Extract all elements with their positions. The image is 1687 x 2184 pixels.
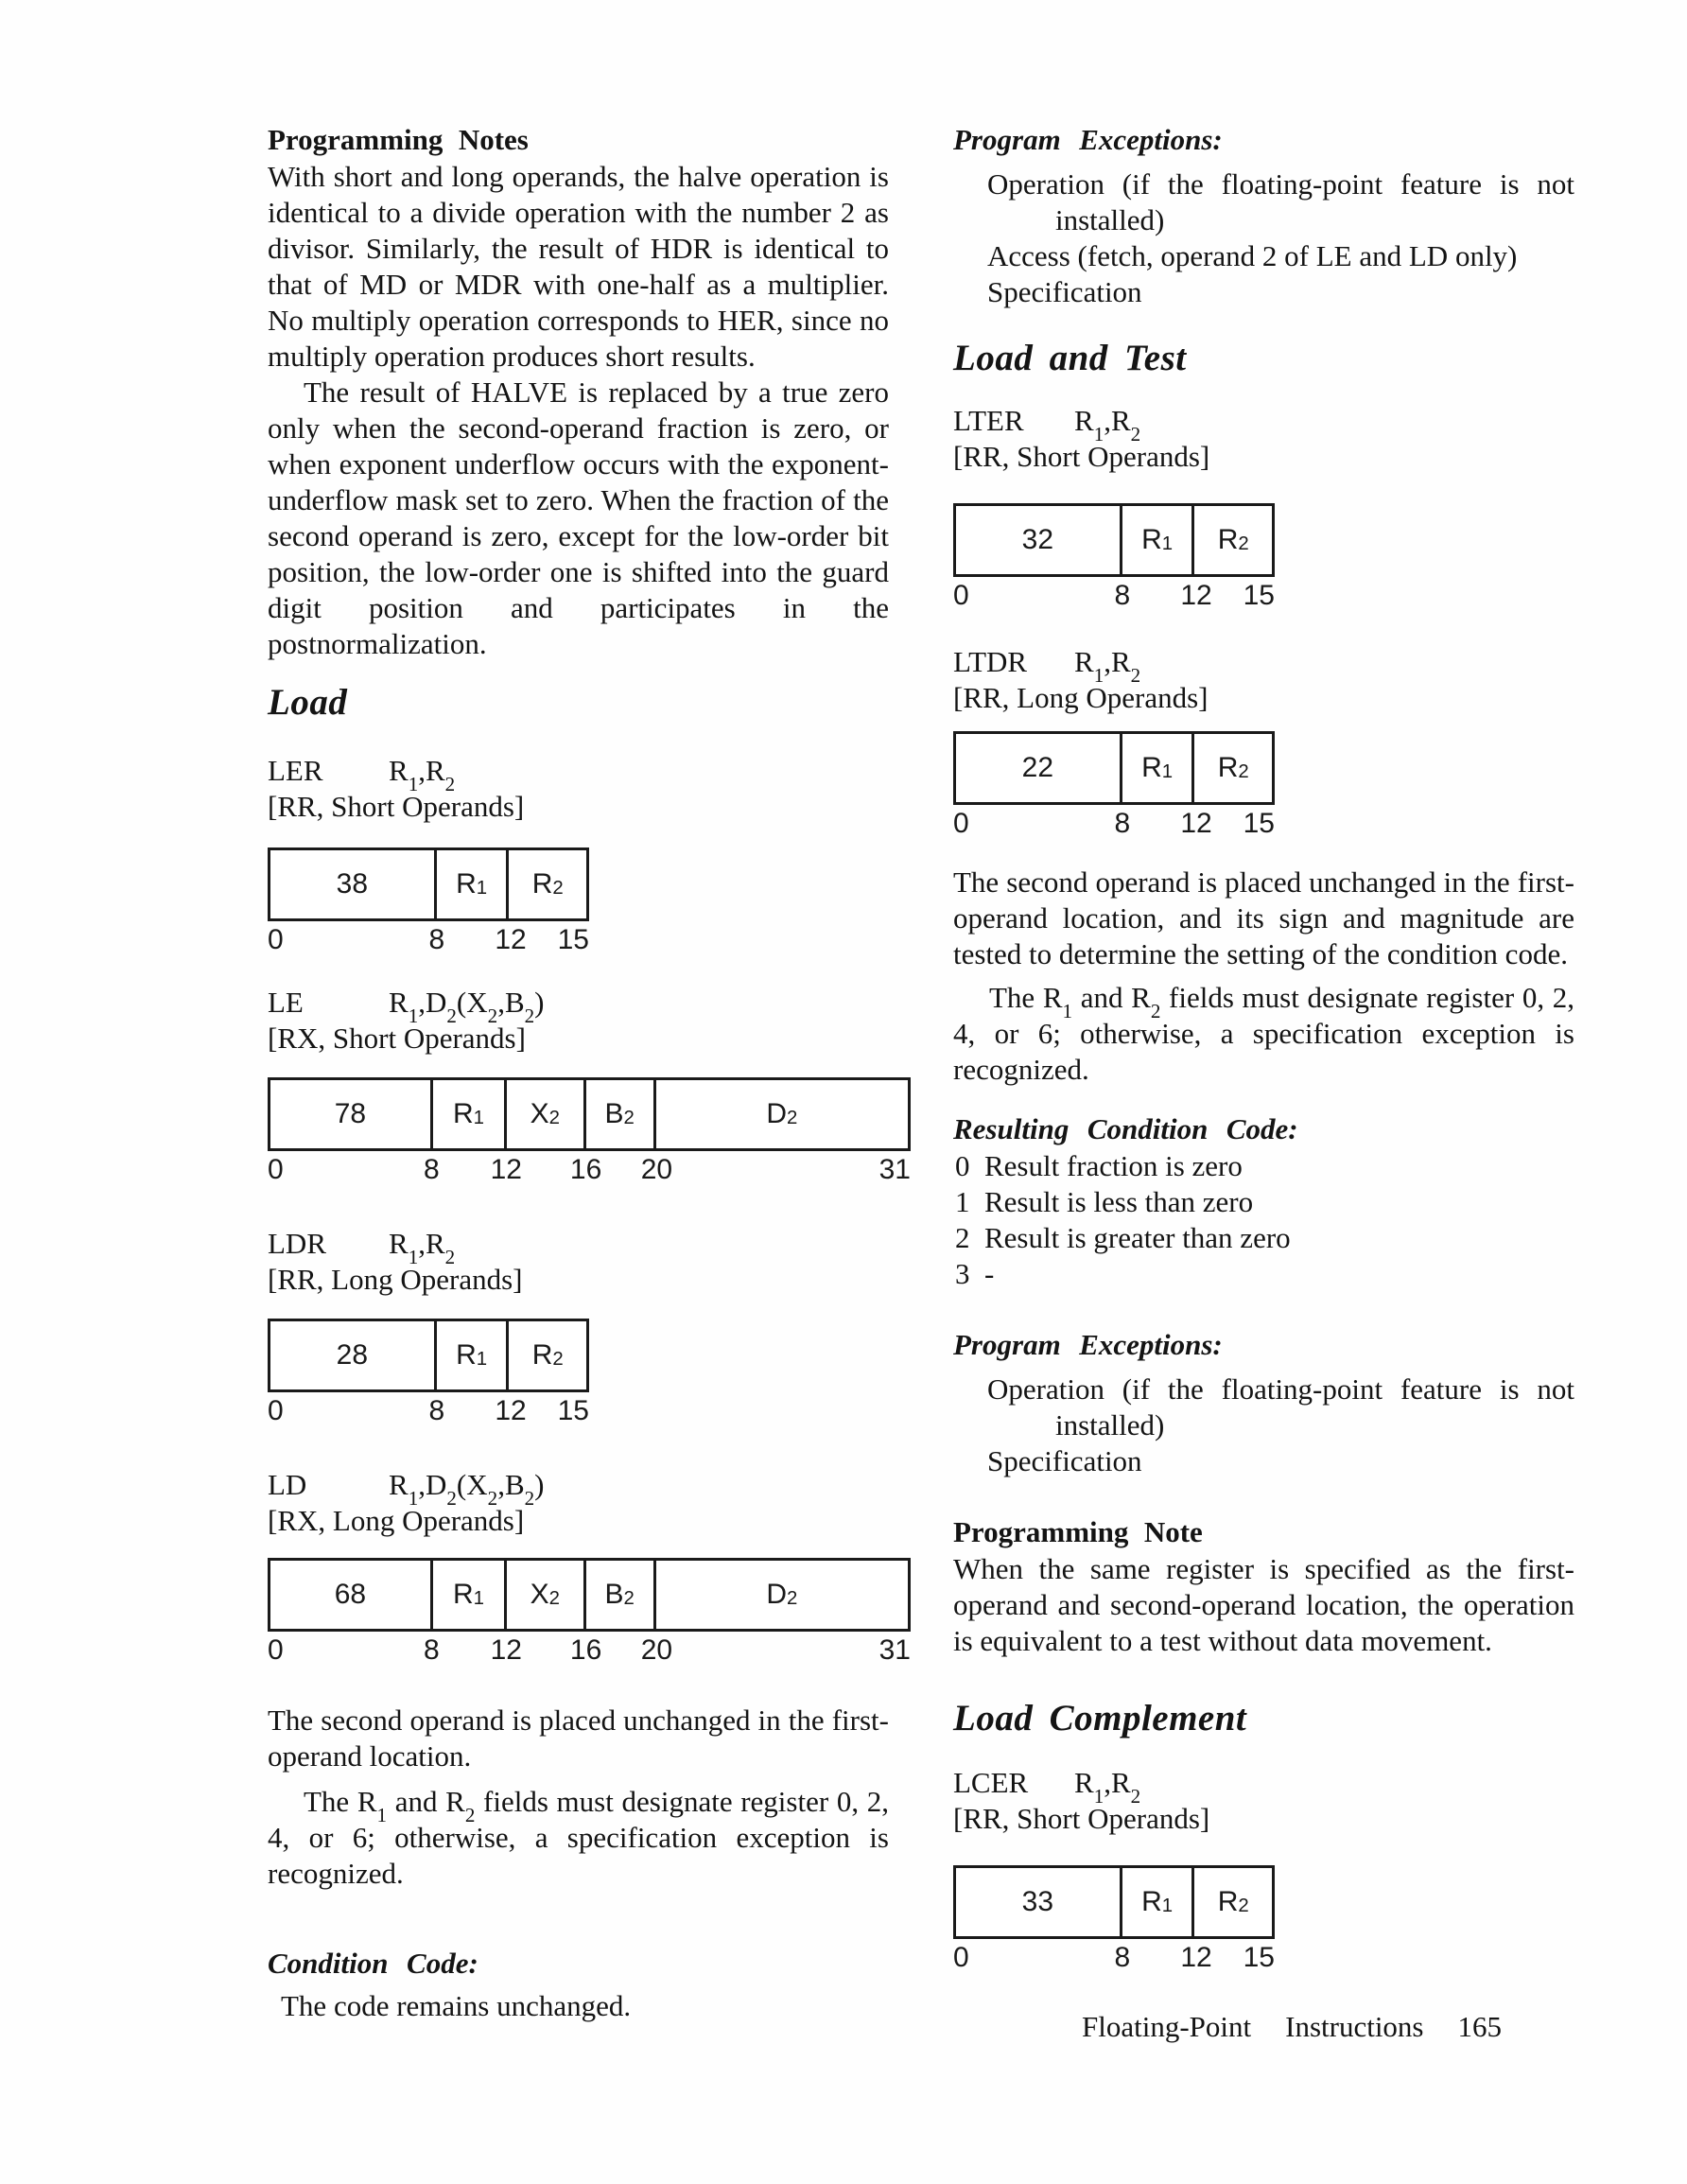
bit-tick-8: 8: [424, 1634, 440, 1666]
format-field-opcode: 28: [270, 1321, 437, 1389]
format-field-x2: X $_2$: [507, 1561, 586, 1629]
bit-tick-8: 8: [1114, 808, 1131, 839]
exception-item: Operation (if the floating-point feature is not installed): [987, 1372, 1574, 1441]
bit-tick-0: 0: [268, 1634, 284, 1666]
bit-position-ticks: [268, 1395, 589, 1429]
format-field-r1: R $_1$: [1122, 734, 1195, 802]
lter-format-diagram: [953, 503, 1275, 614]
operands-ltdr: $R_1,R_2$: [1074, 645, 1141, 687]
ler-format-diagram: [268, 847, 589, 958]
instruction-ld: [268, 1467, 889, 1510]
ltdr-format-diagram: [953, 731, 1275, 842]
format-field-r1: R $_1$: [437, 1321, 510, 1389]
load-and-test-description-paragraph: The second operand is placed unchanged in the first-operand location, and its sign and magnitude are tested to determine the setting of the condition code.: [953, 865, 1574, 970]
programming-notes-paragraph-2: The result of HALVE is replaced by a true zero only when the second-operand fraction is zero, or when exponent underflow occurs with the exponent-underflow mask set to zero. When the fraction of the second operand is zero, except for the low-order bit position, the low-order one is shifted into the guard digit position and participates in the postnormalization.: [268, 376, 889, 660]
mnemonic-ler: LER: [268, 754, 323, 787]
condition-code-item: 3 -: [955, 1257, 995, 1290]
bit-tick-8: 8: [428, 924, 445, 955]
bit-tick-8: 8: [424, 1154, 440, 1185]
bit-tick-31: 31: [878, 1634, 911, 1666]
load-register-rule-paragraph: The $R_1$ and $R_2$ fields must designate register 0, 2, 4, or 6; otherwise, a specification exception is recognized.: [268, 1785, 889, 1890]
instruction-format-box: [268, 1077, 911, 1151]
instruction-format-box: [268, 1558, 911, 1632]
resulting-condition-code-list: [953, 1148, 1574, 1292]
program-exceptions-heading-1: Program Exceptions:: [953, 123, 1223, 156]
format-field-r1: R $_1$: [1122, 1868, 1195, 1936]
format-field-r1: R $_1$: [433, 1561, 507, 1629]
footer-section-title: Floating-Point: [1081, 2010, 1252, 2043]
format-note-ltdr: [RR, Long Operands]: [953, 681, 1209, 714]
bit-position-ticks: [268, 1154, 911, 1188]
bit-tick-8: 8: [1114, 1942, 1131, 1973]
format-field-r2: R $_2$: [1217, 524, 1249, 555]
bit-tick-16: 16: [569, 1154, 602, 1185]
format-field-x2: X $_2$: [507, 1080, 586, 1148]
format-field-r2: R $_2$: [1217, 1886, 1249, 1917]
instruction-lcer: [953, 1765, 1574, 1808]
bit-tick-0: 0: [268, 924, 284, 955]
page-footer: [953, 2009, 1502, 2045]
operands-ld: $R_1,D_2(X_2,B_2)$: [389, 1468, 545, 1510]
right-column: [953, 121, 1574, 1976]
instruction-ldr: [268, 1226, 889, 1268]
instruction-format-box: [268, 1319, 589, 1392]
load-description-paragraph: The second operand is placed unchanged in the first-operand location.: [268, 1704, 889, 1773]
operands-ler: $R_1,R_2$: [389, 754, 456, 795]
mnemonic-ltdr: LTDR: [953, 645, 1028, 678]
condition-code-item: 1 Result is less than zero: [955, 1185, 1254, 1218]
instruction-format-box: [953, 1865, 1275, 1939]
format-field-opcode: 22: [956, 734, 1122, 802]
footer-page-number: 165: [1457, 2010, 1502, 2043]
operands-lter: $R_1,R_2$: [1074, 404, 1141, 446]
format-note-ler: [RR, Short Operands]: [268, 790, 525, 823]
load-complement-section-heading: Load Complement: [953, 1698, 1247, 1738]
program-exceptions-heading-2: Program Exceptions:: [953, 1328, 1223, 1361]
format-note-lter: [RR, Short Operands]: [953, 440, 1210, 473]
load-and-test-section-heading: Load and Test: [953, 338, 1187, 378]
footer-section-label: Instructions: [1285, 2010, 1424, 2043]
bit-tick-15: 15: [557, 924, 589, 955]
lcer-format-diagram: [953, 1865, 1275, 1976]
bit-tick-8: 8: [428, 1395, 445, 1426]
bit-position-ticks: [268, 1634, 911, 1669]
bit-tick-15: 15: [1243, 808, 1275, 839]
format-field-b2: B $_2$: [586, 1561, 656, 1629]
bit-tick-20: 20: [640, 1154, 673, 1185]
format-field-r1: R $_1$: [437, 850, 510, 918]
format-field-opcode: 38: [270, 850, 437, 918]
resulting-condition-code-heading: Resulting Condition Code:: [953, 1112, 1298, 1145]
operands-ldr: $R_1,R_2$: [389, 1227, 456, 1268]
instruction-ltdr: [953, 644, 1574, 687]
load-and-test-register-rule-paragraph: The $R_1$ and $R_2$ fields must designate register 0, 2, 4, or 6; otherwise, a specification exception is recognized.: [953, 981, 1574, 1086]
bit-position-ticks: [953, 1942, 1275, 1976]
instruction-format-box: [953, 503, 1275, 577]
format-note-le: [RX, Short Operands]: [268, 1022, 526, 1055]
bit-tick-8: 8: [1114, 580, 1131, 611]
format-field-opcode: 33: [956, 1868, 1122, 1936]
bit-tick-12: 12: [490, 1154, 522, 1185]
ld-format-diagram: [268, 1558, 911, 1669]
bit-position-ticks: [953, 808, 1275, 842]
condition-code-heading: Condition Code:: [268, 1947, 478, 1980]
condition-code-text: The code remains unchanged.: [281, 1989, 632, 2022]
mnemonic-ldr: LDR: [268, 1227, 326, 1260]
format-field-opcode: 78: [270, 1080, 433, 1148]
bit-tick-12: 12: [1180, 1942, 1212, 1973]
bit-tick-12: 12: [495, 924, 527, 955]
bit-tick-15: 15: [557, 1395, 589, 1426]
exception-item: Specification: [987, 275, 1142, 308]
mnemonic-lcer: LCER: [953, 1766, 1029, 1799]
format-field-r2: R $_2$: [1217, 752, 1249, 783]
format-field-b2: B $_2$: [586, 1080, 656, 1148]
bit-tick-0: 0: [268, 1395, 284, 1426]
ldr-format-diagram: [268, 1319, 589, 1429]
bit-tick-0: 0: [953, 808, 969, 839]
format-field-opcode: 32: [956, 506, 1122, 574]
bit-tick-16: 16: [569, 1634, 602, 1666]
condition-code-item: 2 Result is greater than zero: [955, 1221, 1291, 1254]
bit-tick-0: 0: [953, 580, 969, 611]
format-field-r1: R $_1$: [1122, 506, 1195, 574]
programming-note-heading: Programming Note: [953, 1515, 1203, 1548]
mnemonic-ld: LD: [268, 1468, 307, 1501]
format-field-d2: D $_2$: [766, 1579, 798, 1610]
instruction-lter: [953, 403, 1574, 446]
bit-tick-31: 31: [878, 1154, 911, 1185]
operands-lcer: $R_1,R_2$: [1074, 1766, 1141, 1808]
mnemonic-le: LE: [268, 986, 304, 1019]
programming-note-text: When the same register is specified as the first-operand and second-operand location, the operation is equivalent to a test without data movement.: [953, 1552, 1574, 1657]
bit-tick-12: 12: [495, 1395, 527, 1426]
bit-tick-15: 15: [1243, 1942, 1275, 1973]
format-note-lcer: [RR, Short Operands]: [953, 1802, 1210, 1835]
left-column: [268, 121, 911, 2024]
exception-item: Specification: [987, 1444, 1142, 1477]
bit-tick-12: 12: [490, 1634, 522, 1666]
format-note-ldr: [RR, Long Operands]: [268, 1263, 523, 1296]
format-field-d2: D $_2$: [766, 1098, 798, 1129]
bit-tick-0: 0: [268, 1154, 284, 1185]
format-field-opcode: 68: [270, 1561, 433, 1629]
instruction-ler: [268, 753, 889, 795]
bit-tick-0: 0: [953, 1942, 969, 1973]
instruction-format-box: [268, 847, 589, 921]
bit-tick-12: 12: [1180, 808, 1212, 839]
mnemonic-lter: LTER: [953, 404, 1024, 437]
bit-tick-15: 15: [1243, 580, 1275, 611]
program-exceptions-list-1: [953, 166, 1574, 310]
programming-notes-paragraph-1: With short and long operands, the halve operation is identical to a divide operation with the number 2 as divisor. Similarly, the result of HDR is identical to that of MD or MDR with one-half as a multiplier. No multiply operation corresponds to HER, since no multiply operation produces short results.: [268, 160, 889, 373]
exception-item: Access (fetch, operand 2 of LE and LD only): [987, 239, 1518, 272]
bit-position-ticks: [268, 924, 589, 958]
bit-position-ticks: [953, 580, 1275, 614]
format-field-r1: R $_1$: [433, 1080, 507, 1148]
bit-tick-12: 12: [1180, 580, 1212, 611]
condition-code-item: 0 Result fraction is zero: [955, 1149, 1243, 1182]
format-field-r2: R $_2$: [531, 868, 564, 900]
format-field-r2: R $_2$: [531, 1339, 564, 1371]
format-note-ld: [RX, Long Operands]: [268, 1504, 525, 1537]
bit-tick-20: 20: [640, 1634, 673, 1666]
instruction-format-box: [953, 731, 1275, 805]
le-format-diagram: [268, 1077, 911, 1188]
programming-notes-heading: Programming Notes: [268, 123, 529, 156]
instruction-le: [268, 985, 889, 1027]
program-exceptions-list-2: [953, 1372, 1574, 1479]
operands-le: $R_1,D_2(X_2,B_2)$: [389, 986, 545, 1027]
load-section-heading: Load: [268, 682, 348, 723]
exception-item: Operation (if the floating-point feature is not installed): [987, 167, 1574, 236]
